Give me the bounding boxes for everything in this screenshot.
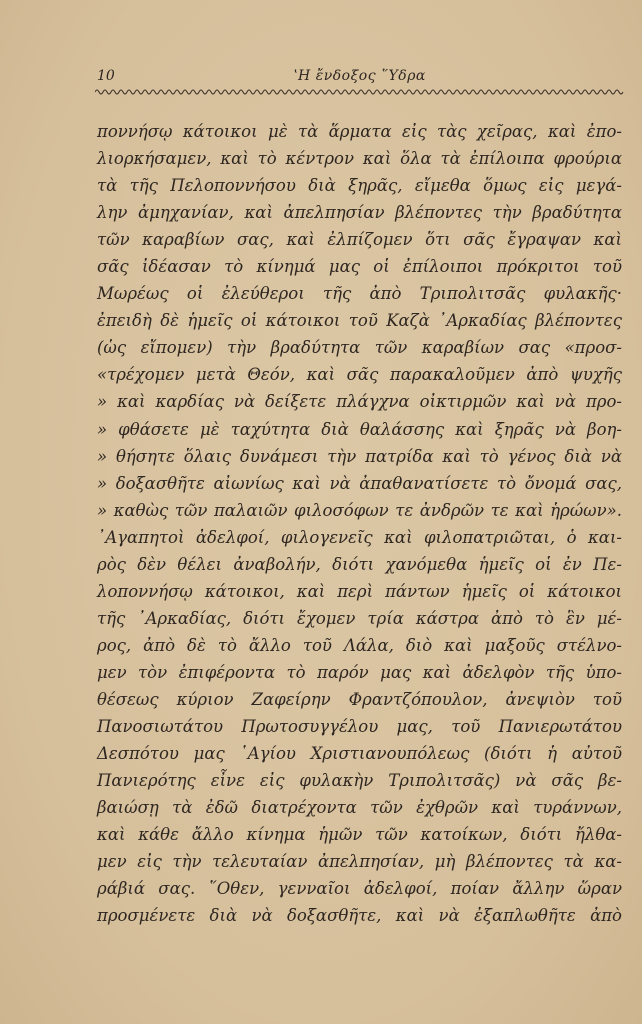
text-line: Πανοσιωτάτου Πρωτοσυγγέλου μας, τοῦ Πανιερωτάτου (97, 717, 622, 737)
text-line: μεν τὸν ἐπιφέροντα τὸ παρόν μας καὶ ἀδελφὸν τῆς ὑπο- (97, 662, 622, 682)
wavy-rule-divider (95, 88, 625, 96)
text-line: » δοξασθῆτε αἰωνίως καὶ νὰ ἀπαθανατίσετε τὸ ὄνομά σας, (97, 473, 622, 493)
text-line: λην ἀμηχανίαν, καὶ ἀπελπησίαν βλέποντες τὴν βραδύτητα (97, 203, 622, 223)
body-text (97, 118, 622, 929)
text-line: μεν εἰς τὴν τελευταίαν ἀπελπησίαν, μὴ βλέποντες τὰ κα- (97, 852, 622, 872)
running-title: ʽΗ ἔνδοξος ῞Υδρα (293, 68, 426, 84)
text-line: λοποννήσῳ κάτοικοι, καὶ περὶ πάντων ἡμεῖς οἱ κάτοικοι (97, 581, 622, 601)
text-line: » καθὼς τῶν παλαιῶν φιλοσόφων τε ἀνδρῶν τε καὶ ἡρώων». (97, 500, 622, 520)
text-line: τὰ τῆς Πελοποννήσου διὰ ξηρᾶς, εἴμεθα ὅμως εἰς μεγά- (97, 176, 622, 196)
text-line: Πανιερότης εἶνε εἰς φυλακὴν Τριπολιτσᾶς) νὰ σᾶς βε- (97, 771, 622, 791)
text-line: » θήσητε ὅλαις δυνάμεσι τὴν πατρίδα καὶ τὸ γένος διὰ νὰ (97, 446, 622, 466)
text-line: τῆς ᾽Αρκαδίας, διότι ἔχομεν τρία κάστρα ἀπὸ τὸ ἓν μέ- (97, 608, 622, 628)
text-line: βαιώσῃ τὰ ἐδῶ διατρέχοντα τῶν ἐχθρῶν καὶ τυράννων, (97, 798, 622, 818)
page-header (97, 68, 622, 90)
text-line: προσμένετε διὰ νὰ δοξασθῆτε, καὶ νὰ ἐξαπλωθῆτε ἀπὸ (97, 906, 622, 926)
text-line: Μωρέως οἱ ἐλεύθεροι τῆς ἀπὸ Τριπολιτσᾶς φυλακῆς· (97, 284, 622, 304)
text-line: (ὡς εἴπομεν) τὴν βραδύτητα τῶν καραβίων σας «προσ- (97, 338, 622, 358)
text-line: » καὶ καρδίας νὰ δείξετε πλάγχνα οἰκτιρμῶν καὶ νὰ προ- (97, 392, 622, 412)
text-line: ράβιά σας. ῞Οθεν, γενναῖοι ἀδελφοί, ποίαν ἄλλην ὥραν (97, 879, 622, 899)
text-line: Δεσπότου μας ῾Αγίου Χριστιανουπόλεως (διότι ἡ αὐτοῦ (97, 744, 622, 764)
text-line: λιορκήσαμεν, καὶ τὸ κέντρον καὶ ὅλα τὰ ἐπίλοιπα φρούρια (97, 149, 622, 169)
text-line: ᾽Αγαπητοὶ ἀδελφοί, φιλογενεῖς καὶ φιλοπατριῶται, ὁ και- (97, 527, 622, 547)
text-line: τῶν καραβίων σας, καὶ ἐλπίζομεν ὅτι σᾶς ἔγραψαν καὶ (97, 230, 622, 250)
text-line: » φθάσετε μὲ ταχύτητα διὰ θαλάσσης καὶ ξηρᾶς νὰ βοη- (97, 419, 622, 439)
page-number: 10 (97, 68, 115, 84)
text-line: ἐπειδὴ δὲ ἡμεῖς οἱ κάτοικοι τοῦ Καζὰ ᾽Αρκαδίας βλέποντες (97, 311, 622, 331)
text-line: ρὸς δὲν θέλει ἀναβολήν, διότι χανόμεθα ἡμεῖς οἱ ἐν Πε- (97, 554, 622, 574)
text-line: ρος, ἀπὸ δὲ τὸ ἄλλο τοῦ Λάλα, διὸ καὶ μαξοῦς στέλνο- (97, 635, 622, 655)
text-line: θέσεως κύριον Ζαφείρην Φραντζόπουλον, ἀνεψιὸν τοῦ (97, 689, 622, 709)
text-line: «τρέχομεν μετὰ Θεόν, καὶ σᾶς παρακαλοῦμεν ἀπὸ ψυχῆς (97, 365, 622, 385)
text-line: ποννήσῳ κάτοικοι μὲ τὰ ἅρματα εἰς τὰς χεῖρας, καὶ ἐπο- (97, 122, 622, 141)
text-line: σᾶς ἰδέασαν τὸ κίνημά μας οἱ ἐπίλοιποι πρόκριτοι τοῦ (97, 257, 622, 277)
text-line: καὶ κάθε ἄλλο κίνημα ἡμῶν τῶν κατοίκων, διότι ἤλθα- (97, 825, 622, 845)
